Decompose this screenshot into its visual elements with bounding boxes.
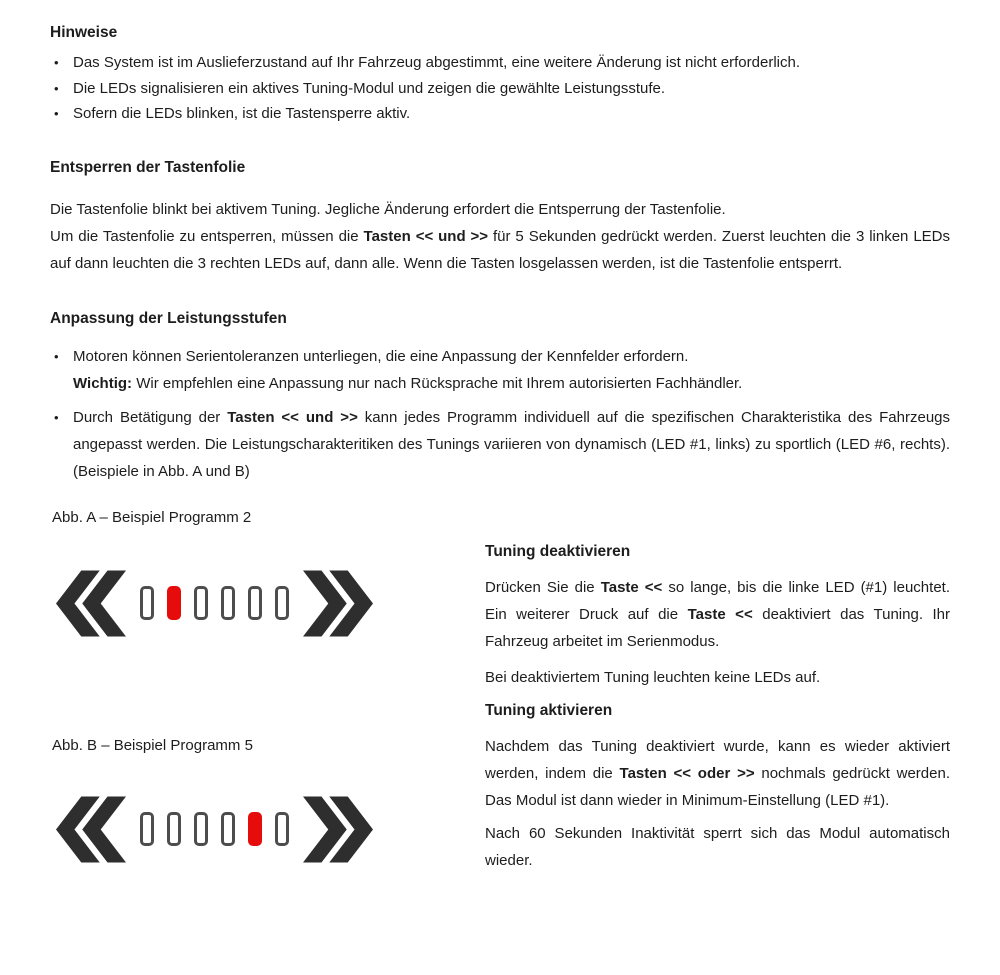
section-title-deaktivieren: Tuning deaktivieren <box>485 542 631 560</box>
led-6 <box>275 586 289 620</box>
paragraph-text: so lange, bis die linke LED (#1) leuchtet. Ein weiterer Druck auf die <box>485 578 950 623</box>
aktivieren-note: Nach 60 Sekunden Inaktivität sperrt sich das Modul automatisch wieder. <box>485 824 950 869</box>
paragraph-text: für 5 Sekunden gedrückt werden. Zuerst leuchten die 3 linken LEDs auf dann leuchten die 3 rechten LEDs auf, dann alle. Wenn die Tasten losgelassen werden, ist die Tastenfolie entsperrt. <box>50 227 951 272</box>
paragraph-text: Um die Tastenfolie zu entsperren, müssen die <box>50 227 364 245</box>
figure-a-label: Abb. A – Beispiel Programm 2 <box>52 508 252 526</box>
figure-b-graphic <box>56 796 485 863</box>
figures-column <box>50 507 485 874</box>
section-title-entsperren: Entsperren der Tastenfolie <box>50 158 246 176</box>
bullet-icon: • <box>54 55 59 70</box>
led-2 <box>167 812 181 846</box>
section-title-hinweise: Hinweise <box>50 24 118 41</box>
entsperren-paragraph <box>50 223 950 278</box>
list-item <box>50 50 950 76</box>
list-item <box>50 343 950 397</box>
led-5 <box>248 586 262 620</box>
section-title-anpassung: Anpassung der Leistungsstufen <box>50 309 287 327</box>
hinweise-list <box>50 50 950 127</box>
entsperren-line1: Die Tastenfolie blinkt bei aktivem Tuning. Jegliche Änderung erfordert die Entsperrung der Tastenfolie. <box>50 200 726 218</box>
paragraph-text: Wir empfehlen eine Anpassung nur nach Rücksprache mit Ihrem autorisierten Fachhändler. <box>132 374 743 392</box>
double-chevron-left-icon <box>56 570 126 637</box>
paragraph-text: Durch Betätigung der <box>73 408 228 426</box>
instructions-column <box>485 507 950 874</box>
bold-key-text: Taste << <box>600 578 663 596</box>
paragraph-text: Nachdem das Tuning deaktiviert wurde, kann es wieder aktiviert werden, indem die <box>485 737 950 782</box>
double-chevron-left-icon <box>56 796 126 863</box>
led-3 <box>194 812 208 846</box>
aktivieren-paragraph <box>485 733 950 814</box>
bold-key-text: Taste << <box>687 605 753 623</box>
bullet-icon: • <box>54 80 59 96</box>
list-item <box>50 404 950 485</box>
figure-b-label: Abb. B – Beispiel Programm 5 <box>52 736 253 754</box>
paragraph-text: deaktiviert das Tuning. Ihr Fahrzeug arbeitet im Serienmodus. <box>485 605 951 650</box>
bold-keys-text: Tasten << oder >> <box>619 764 755 782</box>
paragraph-text: kann jedes Programm individuell auf die spezifischen Charakteristika des Fahrzeugs angepasst werden. Die Leistungscharakteritiken des Tunings variieren von dynamisch (LED #1, links) zu sportlich (LED #6, rechts).(Beispiele in Abb. A und B) <box>73 408 951 480</box>
list-item-text <box>73 404 950 485</box>
deaktivieren-note: Bei deaktiviertem Tuning leuchten keine LEDs auf. <box>485 668 821 686</box>
figure-a-graphic <box>56 570 485 637</box>
led-6 <box>275 812 289 846</box>
section-title-aktivieren: Tuning aktivieren <box>485 701 613 719</box>
list-item-text: Die LEDs signalisieren ein aktives Tuning-Modul und zeigen die gewählte Leistungsstufe. <box>73 79 666 97</box>
deaktivieren-paragraph <box>485 574 950 655</box>
led-strip-b <box>140 812 289 846</box>
bold-keys-text: Tasten << und >> <box>363 227 489 245</box>
led-1 <box>140 812 154 846</box>
led-strip-a <box>140 586 289 620</box>
list-item-text: Das System ist im Auslieferzustand auf Ihr Fahrzeug abgestimmt, eine weitere Änderung ist nicht erforderlich. <box>73 54 800 71</box>
double-chevron-right-icon <box>303 796 373 863</box>
paragraph-text: nochmals gedrückt werden. Das Modul ist dann wieder in Minimum-Einstellung (LED #1). <box>485 764 950 809</box>
bold-keys-text: Tasten << und >> <box>227 408 358 426</box>
led-3 <box>194 586 208 620</box>
anpassung-list <box>50 343 950 485</box>
list-item-text: Sofern die LEDs blinken, ist die Tastensperre aktiv. <box>73 105 411 122</box>
led-1 <box>140 586 154 620</box>
led-5-active <box>248 812 262 846</box>
list-item <box>50 101 950 127</box>
led-2-active <box>167 586 181 620</box>
led-4 <box>221 586 235 620</box>
bold-wichtig-text: Wichtig: <box>73 374 133 392</box>
bullet-icon: • <box>54 348 59 364</box>
led-4 <box>221 812 235 846</box>
double-chevron-right-icon <box>303 570 373 637</box>
bullet-icon: • <box>54 106 59 121</box>
paragraph-text: Motoren können Serientoleranzen unterliegen, die eine Anpassung der Kennfelder erfordern. <box>73 347 689 365</box>
list-item <box>50 76 950 102</box>
list-item-text <box>73 343 950 397</box>
lower-columns <box>50 507 950 874</box>
paragraph-text: Drücken Sie die <box>485 578 601 596</box>
bullet-icon: • <box>54 409 59 425</box>
